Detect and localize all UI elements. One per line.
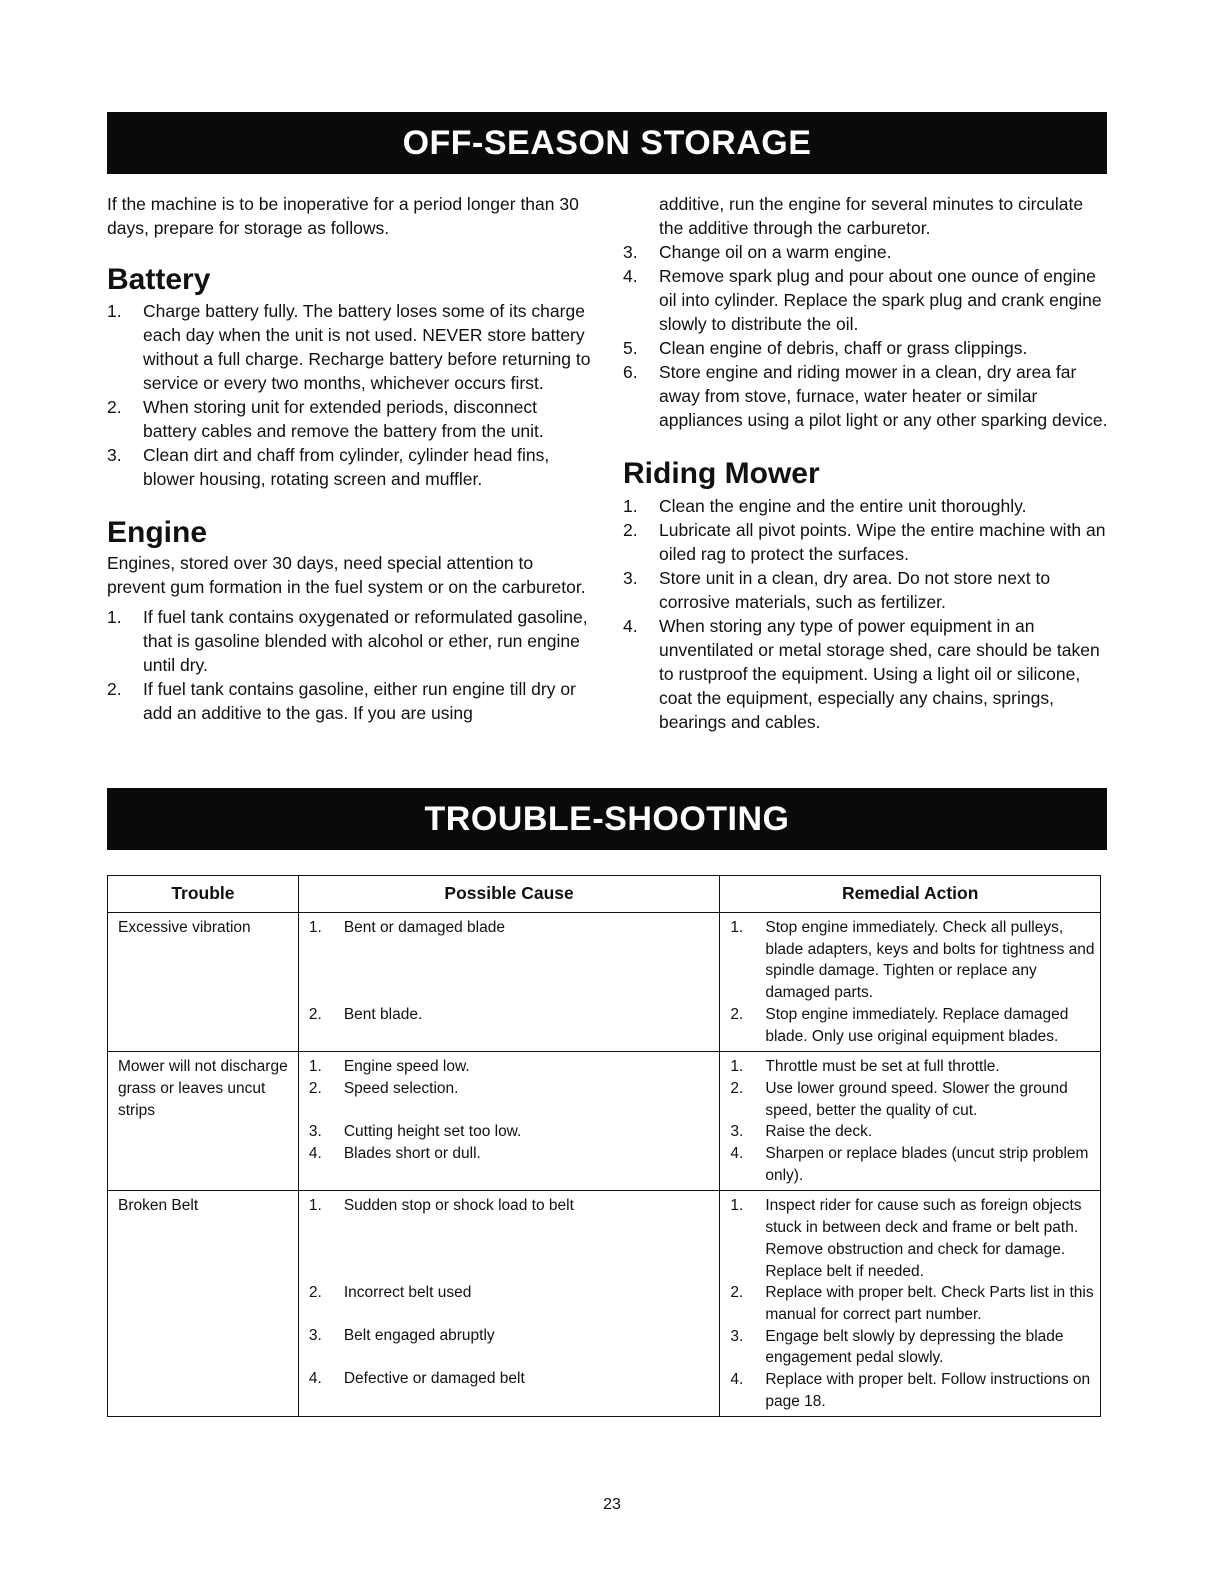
left-column — [107, 192, 592, 725]
cause-item: 4. Blades short or dull. — [308, 1144, 481, 1162]
right-column — [623, 192, 1108, 734]
header-possible-cause: Possible Cause — [298, 876, 720, 913]
riding-item: 4. When storing any type of power equipment in an unventilated or metal storage shed, care should be taken to rustproof the equipment. Using a light oil or silicone, coat the equipment, especially any chains, springs, bearings and cables. — [623, 616, 1100, 732]
page-number: 23 — [603, 1496, 621, 1513]
offseason-storage-banner — [107, 112, 1107, 174]
riding-mower-heading: Riding Mower — [623, 457, 820, 490]
header-trouble: Trouble — [108, 876, 299, 913]
cause-item: 3. Cutting height set too low. — [308, 1122, 522, 1140]
engine-heading: Engine — [107, 516, 208, 549]
riding-item: 2. Lubricate all pivot points. Wipe the entire machine with an oiled rag to protect the surfaces. — [623, 520, 1106, 564]
table-row — [108, 1052, 1101, 1191]
cause-cell — [298, 1052, 720, 1191]
battery-item: 2. When storing unit for extended periods, disconnect battery cables and remove the battery from the unit. — [107, 397, 544, 441]
cause-item: 2. Incorrect belt used — [308, 1284, 472, 1302]
action-item: 1. Inspect rider for cause such as foreign objects stuck in between deck and frame or belt path. Remove obstruction and check for damage. Replace belt if needed. — [730, 1197, 1082, 1280]
engine-item: 4. Remove spark plug and pour about one ounce of engine oil into cylinder. Replace the spark plug and crank engine slowly to distribute the oil. — [623, 266, 1102, 334]
action-item: 3. Raise the deck. — [730, 1123, 873, 1141]
troubleshooting-title: TROUBLE-SHOOTING — [424, 799, 790, 838]
battery-heading: Battery — [107, 263, 211, 296]
action-item: 4. Replace with proper belt. Follow instructions on page 18. — [730, 1371, 1091, 1410]
riding-item: 3. Store unit in a clean, dry area. Do not store next to corrosive materials, such as fertilizer. — [623, 568, 1051, 612]
offseason-storage-title: OFF-SEASON STORAGE — [402, 123, 812, 162]
action-cell — [720, 1052, 1101, 1191]
action-item: 1. Stop engine immediately. Check all pulleys, blade adapters, keys and bolts for tightness and spindle damage. Tighten or replace any damaged parts. — [730, 919, 1095, 1002]
battery-list — [107, 299, 592, 491]
battery-item: 3. Clean dirt and chaff from cylinder, cylinder head fins, blower housing, rotating screen and muffler. — [107, 445, 550, 489]
table-header-row — [108, 876, 1101, 913]
cause-item: 1. Sudden stop or shock load to belt — [308, 1197, 574, 1215]
cause-item: 3. Belt engaged abruptly — [308, 1327, 495, 1345]
cause-item: 1. Bent or damaged blade — [308, 919, 505, 936]
action-item: 2. Replace with proper belt. Check Parts list in this manual for correct part number. — [730, 1284, 1094, 1323]
storage-intro: If the machine is to be inoperative for a period longer than 30 days, prepare for storage as follows. — [107, 194, 579, 238]
trouble-cell: Broken Belt — [108, 1191, 299, 1417]
action-item: 2. Stop engine immediately. Replace damaged blade. Only use original equipment blades. — [730, 1005, 1069, 1045]
engine-item: 1. If fuel tank contains oxygenated or reformulated gasoline, that is gasoline blended with alcohol or ether, run engine until dry. — [107, 607, 588, 675]
engine-item-continued: additive, run the engine for several minutes to circulate the additive through the carburetor. — [659, 194, 1084, 238]
troubleshooting-banner — [107, 788, 1107, 850]
trouble-cell: Excessive vibration — [108, 913, 299, 1052]
action-cell — [720, 1191, 1101, 1417]
trouble-cell: Mower will not discharge grass or leaves uncut strips — [108, 1052, 299, 1191]
action-item: 3. Engage belt slowly by depressing the blade engagement pedal slowly. — [730, 1327, 1064, 1367]
engine-intro: Engines, stored over 30 days, need special attention to prevent gum formation in the fuel system or on the carburetor. — [107, 553, 586, 597]
engine-item: 3. Change oil on a warm engine. — [623, 242, 892, 262]
troubleshooting-table — [107, 875, 1101, 1417]
engine-item: 5. Clean engine of debris, chaff or grass clippings. — [623, 338, 1028, 358]
battery-item: 1. Charge battery fully. The battery loses some of its charge each day when the unit is not used. NEVER store battery without a full charge. Recharge battery before returning to service or every two months, whichever occurs first. — [107, 301, 591, 393]
action-cell — [720, 913, 1101, 1052]
cause-item: 2. Bent blade. — [308, 1006, 423, 1023]
cause-cell — [298, 1191, 720, 1417]
cause-item: 4. Defective or damaged belt — [308, 1370, 525, 1388]
header-remedial-action: Remedial Action — [720, 876, 1101, 913]
table-row — [108, 913, 1101, 1052]
riding-item: 1. Clean the engine and the entire unit thoroughly. — [623, 496, 1027, 516]
action-item: 4. Sharpen or replace blades (uncut strip problem only). — [730, 1145, 1089, 1184]
engine-list — [107, 605, 592, 725]
cause-item: 2. Speed selection. — [308, 1079, 459, 1097]
action-item: 2. Use lower ground speed. Slower the ground speed, better the quality of cut. — [730, 1079, 1068, 1119]
action-item: 1. Throttle must be set at full throttle. — [730, 1058, 1000, 1076]
riding-mower-list — [623, 494, 1108, 734]
cause-cell — [298, 913, 720, 1052]
engine-item: 2. If fuel tank contains gasoline, either run engine till dry or add an additive to the gas. If you are using — [107, 679, 576, 723]
table-row — [108, 1191, 1101, 1417]
cause-item: 1. Engine speed low. — [308, 1058, 470, 1076]
engine-item: 6. Store engine and riding mower in a clean, dry area far away from stove, furnace, water heater or similar appliances using a pilot light or any other sparking device. — [623, 362, 1108, 430]
